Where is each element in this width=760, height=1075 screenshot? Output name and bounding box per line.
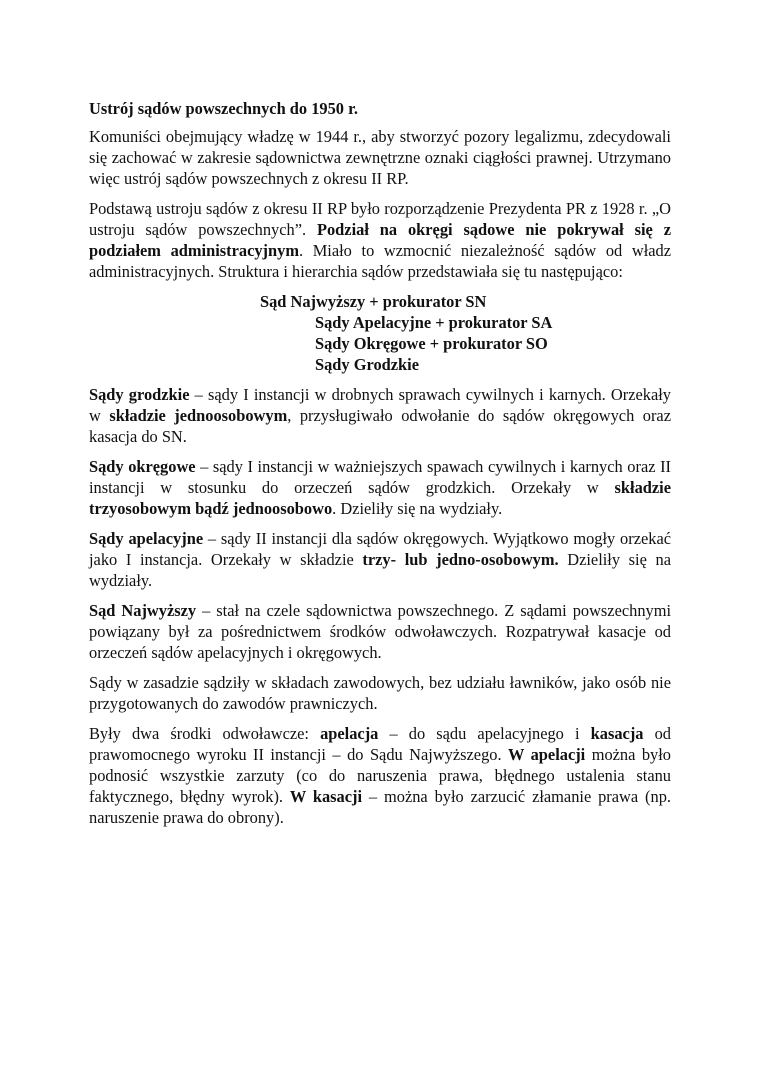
paragraph-professional-panels: Sądy w zasadzie sądziły w składach zawodowych, bez udziału ławników, jako osób nie przygotowanych do zawodów prawniczych. (89, 673, 671, 713)
paragraph-appeal-measures (89, 723, 671, 828)
paragraph-municipal-courts (89, 384, 671, 447)
paragraph-intro: Komuniści obejmujący władzę w 1944 r., aby stworzyć pozory legalizmu, zdecydowali się zachować w zakresie sądownictwa zewnętrzne oznaki ciągłości prawnej. Utrzymano więc ustrój sądów powszechnych z okresu II RP. (89, 127, 671, 188)
document-page (89, 98, 671, 837)
court-hierarchy (89, 291, 671, 375)
bold-segment: składzie jednoosobowym (109, 406, 288, 425)
bold-segment: apelacja (320, 724, 379, 743)
text-segment: można było podnosić wszystkie zarzuty (co do naruszenia prawa, błędnego ustalenia stanu faktycznego, błędny wyrok). (89, 745, 671, 806)
hierarchy-item-supreme: Sąd Najwyższy + prokurator SN (260, 292, 487, 311)
bold-segment: Sądy okręgowe (89, 457, 196, 476)
paragraph-supreme-court (89, 600, 671, 663)
bold-segment: trzy- lub jedno-osobowym. (362, 550, 559, 569)
text-segment: Dzieliły się na wydziały. (89, 550, 671, 590)
hierarchy-item-appeal: Sądy Apelacyjne + prokurator SA (315, 313, 553, 332)
document-title: Ustrój sądów powszechnych do 1950 r. (89, 99, 358, 118)
hierarchy-item-municipal: Sądy Grodzkie (315, 355, 419, 374)
bold-segment: składzie trzyosobowym bądź jednoosobowo (89, 478, 671, 518)
bold-segment: W apelacji (508, 745, 586, 764)
bold-segment: Sądy grodzkie (89, 385, 190, 404)
bold-segment: W kasacji (289, 787, 363, 806)
hierarchy-item-district: Sądy Okręgowe + prokurator SO (315, 334, 548, 353)
paragraph-appeal-courts (89, 528, 671, 591)
bold-segment: Podział na okręgi sądowe nie pokrywał się z podziałem administracyjnym (89, 220, 671, 260)
bold-segment: kasacja (590, 724, 644, 743)
paragraph-legal-basis (89, 198, 671, 282)
text-segment: – stał na czele sądownictwa powszechnego. Z sądami powszechnymi powiązany był za pośrednictwem środków odwoławczych. Rozpatrywał kasacje od orzeczeń sądów apelacyjnych i okręgowych. (89, 601, 672, 662)
text-segment: , przysługiwało odwołanie do sądów okręgowych oraz kasacja do SN. (89, 406, 671, 446)
text-segment: – sądy II instancji dla sądów okręgowych. Wyjątkowo mogły orzekać jako I instancja. Orzekały w składzie (89, 529, 671, 569)
text-segment: Podstawą ustroju sądów z okresu II RP było rozporządzenie Prezydenta PR z 1928 r. „O ustroju sądów powszechnych”. (89, 199, 671, 239)
text-segment: . Dzieliły się na wydziały. (332, 499, 503, 518)
text-segment: . Miało to wzmocnić niezależność sądów od władz administracyjnych. Struktura i hierarchia sądów przedstawiała się tu następująco: (89, 241, 672, 281)
text-segment: – do sądu apelacyjnego i (378, 724, 591, 743)
bold-segment: Sądy apelacyjne (89, 529, 204, 548)
text-segment: – sądy I instancji w ważniejszych spawach cywilnych i karnych oraz II instancji w stosunku do orzeczeń sądów grodzkich. Orzekały w (89, 457, 671, 497)
text-segment: od prawomocnego wyroku II instancji – do Sądu Najwyższego. (89, 724, 671, 764)
text-segment: Były dwa środki odwoławcze: (89, 724, 321, 743)
text-segment: – można było zarzucić złamanie prawa (np. naruszenie prawa do obrony). (89, 787, 671, 827)
bold-segment: Sąd Najwyższy (89, 601, 197, 620)
text-segment: – sądy I instancji w drobnych sprawach cywilnych i karnych. Orzekały w (89, 385, 671, 425)
paragraph-district-courts (89, 456, 671, 519)
